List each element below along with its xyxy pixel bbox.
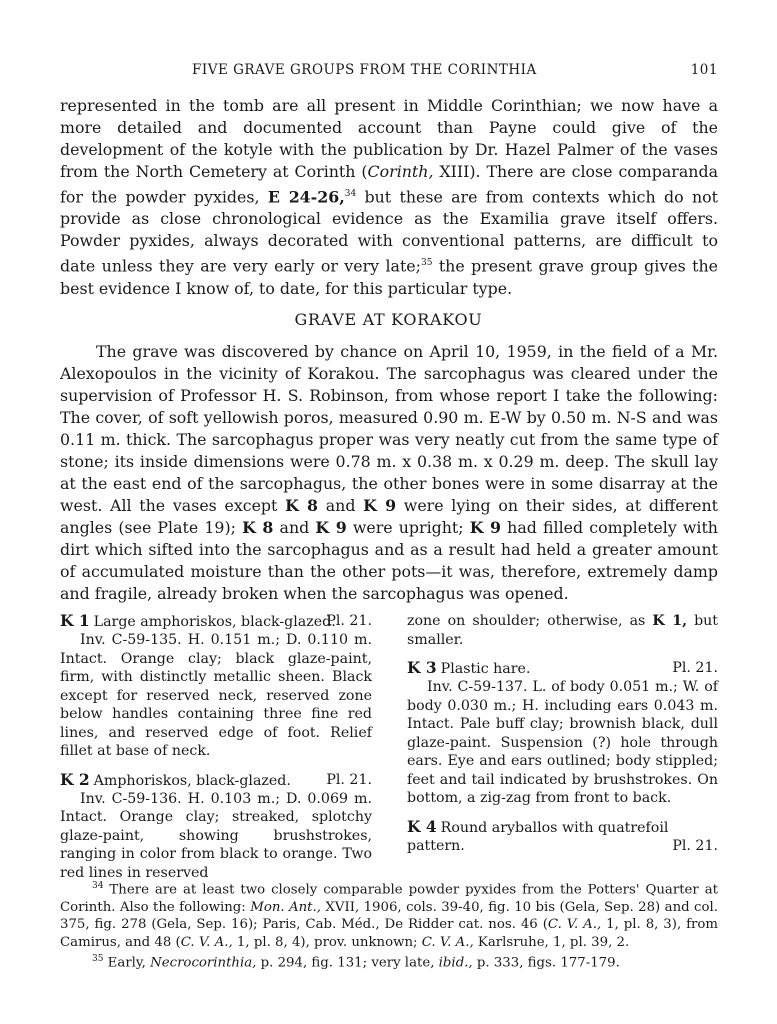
catalog-entry-k2-continued [407,612,718,649]
plate-ref: Pl. 21. [672,660,718,676]
entry-description-continued: zone on shoulder; otherwise, as K 1, but smaller. [407,613,718,648]
catalog-number: K 1 [60,611,90,630]
catalog-column-left [60,612,372,892]
footnote-mark: 35 [92,954,104,965]
catalog-entry-k1 [60,612,372,761]
catalog-ref: E 24-26, [267,187,345,207]
catalog-number: K 2 [60,769,90,789]
korakou-paragraph: The grave was discovered by chance on April 10, 1959, in the field of a Mr. Alexopoulos in the vicinity of Korakou. The sarcophagus was cleared under the supervision of Professor H. S. Robinson, from whose report I take the following: The cover, of soft yellowish poros, measured 0.90 m. E-W by 0.50 m. N-S and was 0.11 m. thick. The sarcophagus proper was very neatly cut from the same type of stone; its inside dimensions were 0.78 m. x 0.38 m. x 0.29 m. deep. The skull lay at the east end of the sarcophagus, the other bones were in some disarray at the west. All the vases except K 8 and K 9 were lying on their sides, at different angles (see Plate 19); K 8 and K 9 were upright; K 9 had filled completely with dirt which sifted into the sarcophagus and as a result had held a greater amount of accumulated moisture than the other pots—it was, therefore, extremely damp and fragile, already broken when the sarcophagus was opened. [60,342,718,603]
entry-title: Amphoriskos, black-glazed. [93,772,291,789]
entry-description: Inv. C-59-135. H. 0.151 m.; D. 0.110 m. Intact. Orange clay; black glaze-paint, firm, with distinctly metallic sheen. Black except for reserved neck, reserved zone below handles containing three fine red lines, and reserved edge of foot. Relief fillet at base of neck. [60,632,372,759]
footnote-35: $^{35}$ Early, Necrocorinthia, p. 294, fig. 131; very late, ibid., p. 333, figs. 177-179. [92,954,620,971]
entry-title: Round aryballos with quatrefoil pattern. [407,819,669,854]
footnote-marker: 35 [420,258,433,269]
plate-ref: Pl. 21. [326,613,372,629]
page-header [192,62,718,84]
footnotes [60,878,718,972]
catalog-number: K 3 [407,658,437,677]
section-heading: GRAVE AT KORAKOU [294,310,483,329]
footnote-marker: 34 [344,189,357,199]
intro-paragraph: represented in the tomb are all present in Middle Corinthian; we now have a more detailed and documented account than Payne could give of the development of the kotyle with the publication by Dr. Hazel Palmer of the vases from the North Cemetery at Corinth (Corinth, XIII). There are close comparanda for the powder pyxides, E 24-26,34 but these are from contexts which do not provide as close chronological evidence as the Examilia grave itself offers. Powder pyxides, always decorated with conventional patterns, are difficult to date unless they are very early or very late;$^{35}$ the present grave group gives the best evidence I know of, to date, for this particular type. [60,96,718,298]
footnote-mark: 34 [92,881,104,891]
entry-description: Inv. C-59-136. H. 0.103 m.; D. 0.069 m. Intact. Orange clay; streaked, splotchy glaze-paint, showing brushstrokes, ranging in color from black to orange. Two red lines in reserved [60,790,372,881]
catalog-entry-k2 [60,771,372,883]
catalog-column-right [407,612,718,865]
footnote-34: $^{34}$ There are at least two closely comparable powder pyxides from the Potters' Quarter at Corinth. Also the following: Mon. Ant., XVII, 1906, cols. 39-40, fig. 10 bis (Gela, Sep. 28) and col. 375, fig. 278 (Gela, Sep. 16); Paris, Cab. Méd., De Ridder cat. nos. 46 (C. V. A., 1, pl. 8, 3), from Camirus, and 48 (C. V. A., 1, pl. 8, 4), prov. unknown; C. V. A., Karlsruhe, 1, pl. 39, 2. [60,881,718,950]
catalog-entry-k4 [407,818,718,856]
catalog-number: K 4 [407,816,437,836]
entry-description: Inv. C-59-137. L. of body 0.051 m.; W. of body 0.030 m.; H. including ears 0.043 m. Intact. Pale buff clay; brownish black, dull glaze-paint. Suspension (?) hole through ears. Eye and ears outlined; body stippled; feet and tail indicated by brushstrokes. On bottom, a zig-zag from front to back. [407,679,718,806]
entry-title: Plastic hare. [440,661,531,677]
plate-ref: Pl. 21. [672,837,718,854]
running-title: FIVE GRAVE GROUPS FROM THE CORINTHIA [192,62,537,78]
plate-ref: Pl. 21. [326,771,372,788]
entry-title: Large amphoriskos, black-glazed. [93,614,336,630]
page-number: 101 [690,62,718,78]
catalog-entry-k3 [407,659,718,808]
